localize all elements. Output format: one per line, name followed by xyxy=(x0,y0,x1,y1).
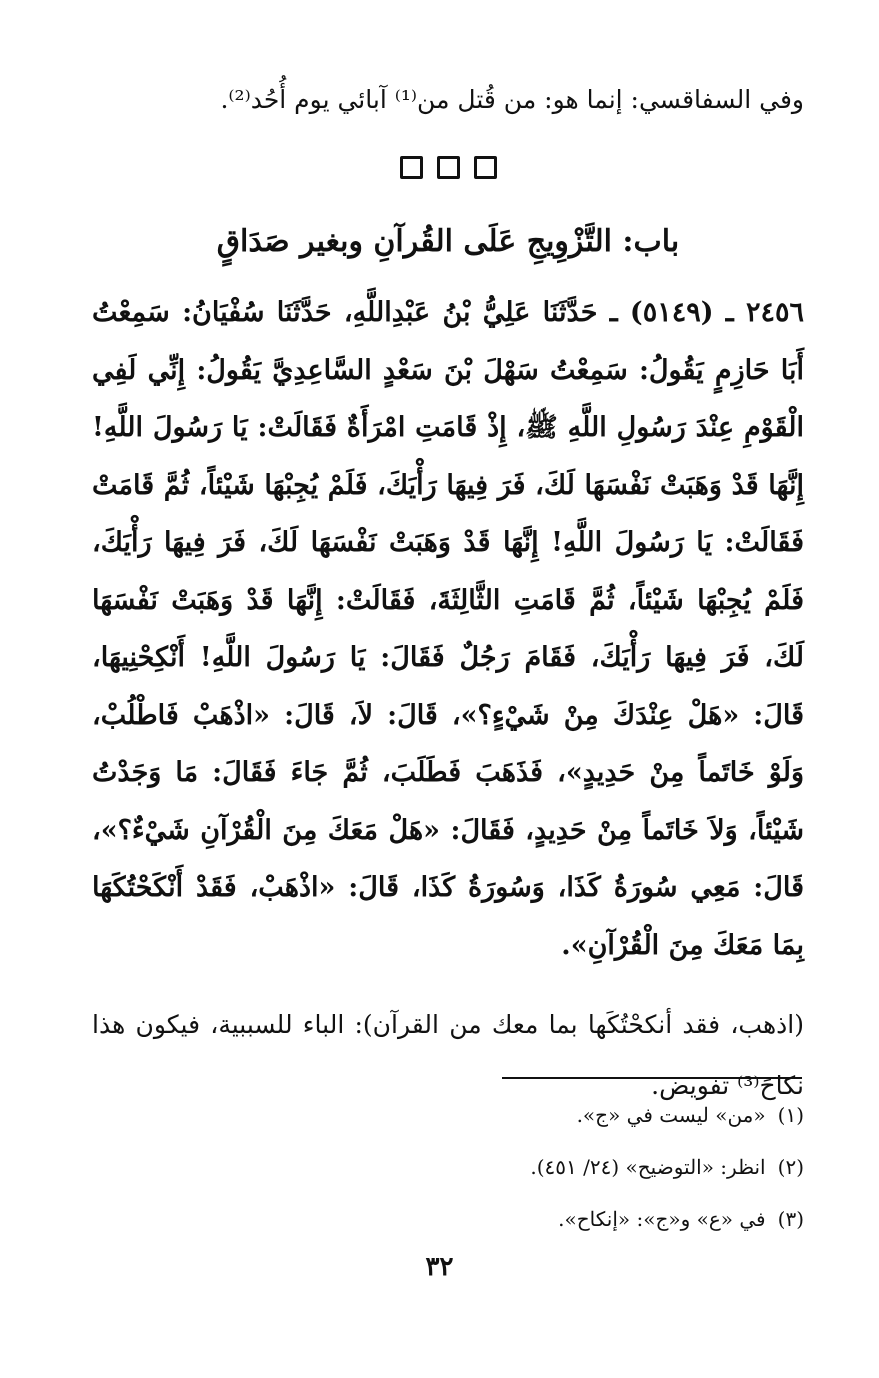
footnotes xyxy=(92,1097,804,1253)
footnote-number: (٣) xyxy=(777,1207,804,1231)
page-number: ٣٢ xyxy=(425,1252,454,1282)
section-divider xyxy=(92,156,804,182)
footnote-separator xyxy=(502,1077,802,1079)
footnote-item xyxy=(92,1097,804,1149)
square-ornament-icon xyxy=(400,156,423,179)
footnote-item xyxy=(92,1149,804,1201)
opening-note: وفي السفاقسي: إنما هو: من قُتل من⁽¹⁾ آبائي يوم أُحُد⁽²⁾. xyxy=(220,85,804,114)
section-heading: باب: التَّزْوِيجِ عَلَى القُرآنِ وبغير صَدَاقٍ xyxy=(216,224,680,259)
square-ornament-icon xyxy=(474,156,497,179)
footnote-text: انظر: «التوضيح» (٢٤/ ٤٥١). xyxy=(530,1155,766,1179)
square-ornament-icon xyxy=(437,156,460,179)
hadith-text: ٢٤٥٦ ـ (٥١٤٩) ـ حَدَّثَنَا عَلِيُّ بْنُ عَبْدِاللَّهِ، حَدَّثَنَا سُفْيَانُ: سَمِعْتُ أَبَا حَازِمٍ يَقُولُ: سَمِعْتُ سَهْلَ بْنَ سَعْدٍ السَّاعِدِيَّ يَقُولُ: إِنِّي لَفِي الْقَوْمِ عِنْدَ رَسُولِ اللَّهِ ﷺ، إِذْ قَامَتِ امْرَأَةٌ فَقَالَتْ: يَا رَسُولَ اللَّهِ! إِنَّهَا قَدْ وَهَبَتْ نَفْسَهَا لَكَ، فَرَ فِيهَا رَأْيَكَ، فَلَمْ يُجِبْهَا شَيْئاً، ثُمَّ قَامَتْ فَقَالَتْ: يَا رَسُولَ اللَّهِ! إِنَّهَا قَدْ وَهَبَتْ نَفْسَهَا لَكَ، فَرَ فِيهَا رَأْيَكَ، فَلَمْ يُجِبْهَا شَيْئاً، ثُمَّ قَامَتِ الثَّالِثَةَ، فَقَالَتْ: إِنَّهَا قَدْ وَهَبَتْ نَفْسَهَا لَكَ، فَرَ فِيهَا رَأْيَكَ، فَقَامَ رَجُلٌ فَقَالَ: يَا رَسُولَ اللَّهِ! أَنْكِحْنِيهَا، قَالَ: «هَلْ عِنْدَكَ مِنْ شَيْءٍ؟»، قَالَ: لاَ، قَالَ: «اذْهَبْ فَاطْلُبْ، وَلَوْ خَاتَماً مِنْ حَدِيدٍ»، فَذَهَبَ فَطَلَبَ، ثُمَّ جَاءَ فَقَالَ: مَا وَجَدْتُ شَيْئاً، وَلاَ خَاتَماً مِنْ حَدِيدٍ، فَقَالَ: «هَلْ مَعَكَ مِنَ الْقُرْآنِ شَيْءٌ؟»، قَالَ: مَعِي سُورَةُ كَذَا، وَسُورَةُ كَذَا، قَالَ: «اذْهَبْ، فَقَدْ أَنْكَحْتُكَهَا بِمَا مَعَكَ مِنَ الْقُرْآنِ». xyxy=(92,297,804,961)
commentary-text: (اذهب، فقد أنكحْتُكَها بما معك من القرآن): الباء للسببية، فيكون هذا نكاحَ⁽³⁾ تفويض. xyxy=(92,1010,804,1100)
footnote-number: (١) xyxy=(777,1103,804,1127)
footnote-item xyxy=(92,1201,804,1253)
footnote-number: (٢) xyxy=(777,1155,804,1179)
page-body xyxy=(92,78,804,1116)
footnote-text: في «ع» و«ج»: «إنكاح». xyxy=(558,1207,766,1231)
footnote-text: «من» ليست في «ج». xyxy=(576,1103,766,1127)
